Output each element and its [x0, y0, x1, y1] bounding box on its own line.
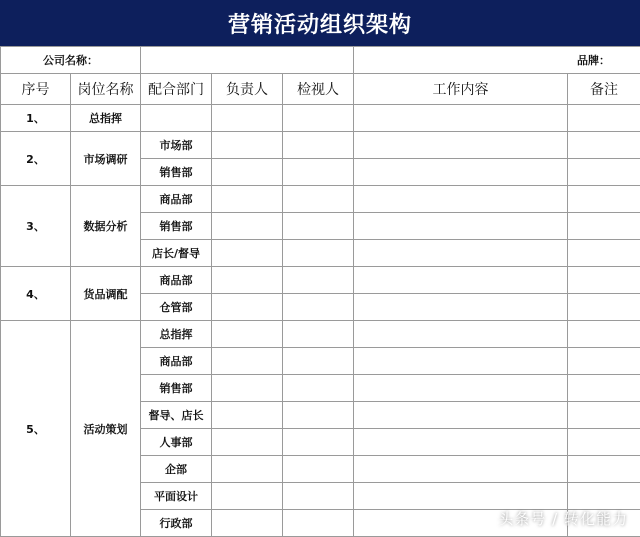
org-structure-table — [0, 46, 640, 537]
reviewer-cell[interactable] — [283, 240, 354, 267]
position-name: 活动策划 — [71, 321, 141, 537]
department-cell: 人事部 — [141, 429, 212, 456]
col-header-index: 序号 — [1, 74, 71, 105]
table-row — [1, 105, 640, 132]
col-header-reviewer: 检视人 — [283, 74, 354, 105]
row-index: 2、 — [1, 132, 71, 186]
col-header-position: 岗位名称 — [71, 74, 141, 105]
sheet-title-banner — [0, 0, 640, 46]
work-content-cell[interactable] — [354, 240, 568, 267]
info-row — [1, 47, 640, 74]
company-name-field[interactable] — [141, 47, 354, 74]
remarks-cell[interactable] — [568, 267, 640, 294]
header-row — [1, 74, 640, 105]
owner-cell[interactable] — [212, 267, 283, 294]
owner-cell[interactable] — [212, 132, 283, 159]
position-name: 总指挥 — [71, 105, 141, 132]
col-header-department: 配合部门 — [141, 74, 212, 105]
reviewer-cell[interactable] — [283, 429, 354, 456]
owner-cell[interactable] — [212, 348, 283, 375]
owner-cell[interactable] — [212, 510, 283, 537]
department-cell: 督导、店长 — [141, 402, 212, 429]
department-cell: 企部 — [141, 456, 212, 483]
sheet-title: 营销活动组织架构 — [227, 12, 412, 38]
position-name: 货品调配 — [71, 267, 141, 321]
department-cell: 商品部 — [141, 348, 212, 375]
department-cell: 商品部 — [141, 186, 212, 213]
remarks-cell[interactable] — [568, 375, 640, 402]
col-header-remarks: 备注 — [568, 74, 640, 105]
department-cell — [141, 105, 212, 132]
reviewer-cell[interactable] — [283, 105, 354, 132]
work-content-cell[interactable] — [354, 429, 568, 456]
owner-cell[interactable] — [212, 186, 283, 213]
remarks-cell[interactable] — [568, 456, 640, 483]
work-content-cell[interactable] — [354, 348, 568, 375]
table-row — [1, 132, 640, 159]
owner-cell[interactable] — [212, 213, 283, 240]
department-cell: 销售部 — [141, 213, 212, 240]
remarks-cell[interactable] — [568, 159, 640, 186]
work-content-cell[interactable] — [354, 267, 568, 294]
work-content-cell[interactable] — [354, 402, 568, 429]
reviewer-cell[interactable] — [283, 483, 354, 510]
department-cell: 仓管部 — [141, 294, 212, 321]
reviewer-cell[interactable] — [283, 510, 354, 537]
work-content-cell[interactable] — [354, 321, 568, 348]
owner-cell[interactable] — [212, 159, 283, 186]
work-content-cell[interactable] — [354, 213, 568, 240]
table-row — [1, 321, 640, 348]
row-index: 4、 — [1, 267, 71, 321]
owner-cell[interactable] — [212, 456, 283, 483]
work-content-cell[interactable] — [354, 483, 568, 510]
remarks-cell[interactable] — [568, 240, 640, 267]
reviewer-cell[interactable] — [283, 348, 354, 375]
remarks-cell[interactable] — [568, 132, 640, 159]
row-index: 3、 — [1, 186, 71, 267]
reviewer-cell[interactable] — [283, 321, 354, 348]
remarks-cell[interactable] — [568, 429, 640, 456]
col-header-owner: 负责人 — [212, 74, 283, 105]
owner-cell[interactable] — [212, 321, 283, 348]
owner-cell[interactable] — [212, 483, 283, 510]
work-content-cell[interactable] — [354, 294, 568, 321]
department-cell: 店长/督导 — [141, 240, 212, 267]
table-row — [1, 186, 640, 213]
reviewer-cell[interactable] — [283, 402, 354, 429]
owner-cell[interactable] — [212, 402, 283, 429]
reviewer-cell[interactable] — [283, 456, 354, 483]
remarks-cell[interactable] — [568, 483, 640, 510]
remarks-cell[interactable] — [568, 402, 640, 429]
department-cell: 行政部 — [141, 510, 212, 537]
reviewer-cell[interactable] — [283, 267, 354, 294]
remarks-cell[interactable] — [568, 186, 640, 213]
owner-cell[interactable] — [212, 375, 283, 402]
department-cell: 销售部 — [141, 375, 212, 402]
department-cell: 销售部 — [141, 159, 212, 186]
work-content-cell[interactable] — [354, 159, 568, 186]
remarks-cell[interactable] — [568, 321, 640, 348]
department-cell: 市场部 — [141, 132, 212, 159]
reviewer-cell[interactable] — [283, 186, 354, 213]
reviewer-cell[interactable] — [283, 132, 354, 159]
reviewer-cell[interactable] — [283, 294, 354, 321]
table-row — [1, 267, 640, 294]
remarks-cell[interactable] — [568, 294, 640, 321]
remarks-cell[interactable] — [568, 348, 640, 375]
remarks-cell[interactable] — [568, 213, 640, 240]
company-name-label: 公司名称： — [1, 47, 141, 74]
position-name: 数据分析 — [71, 186, 141, 267]
owner-cell[interactable] — [212, 240, 283, 267]
work-content-cell[interactable] — [354, 132, 568, 159]
brand-label: 品牌： — [354, 47, 640, 74]
watermark-text: 头条号 / 转化能力 — [498, 510, 628, 528]
work-content-cell[interactable] — [354, 105, 568, 132]
reviewer-cell[interactable] — [283, 213, 354, 240]
owner-cell[interactable] — [212, 294, 283, 321]
department-cell: 平面设计 — [141, 483, 212, 510]
department-cell: 商品部 — [141, 267, 212, 294]
work-content-cell[interactable] — [354, 186, 568, 213]
owner-cell[interactable] — [212, 429, 283, 456]
owner-cell[interactable] — [212, 105, 283, 132]
work-content-cell[interactable] — [354, 456, 568, 483]
remarks-cell[interactable] — [568, 105, 640, 132]
row-index: 5、 — [1, 321, 71, 537]
work-content-cell[interactable] — [354, 375, 568, 402]
row-index: 1、 — [1, 105, 71, 132]
reviewer-cell[interactable] — [283, 375, 354, 402]
col-header-work-content: 工作内容 — [354, 74, 568, 105]
position-name: 市场调研 — [71, 132, 141, 186]
reviewer-cell[interactable] — [283, 159, 354, 186]
department-cell: 总指挥 — [141, 321, 212, 348]
